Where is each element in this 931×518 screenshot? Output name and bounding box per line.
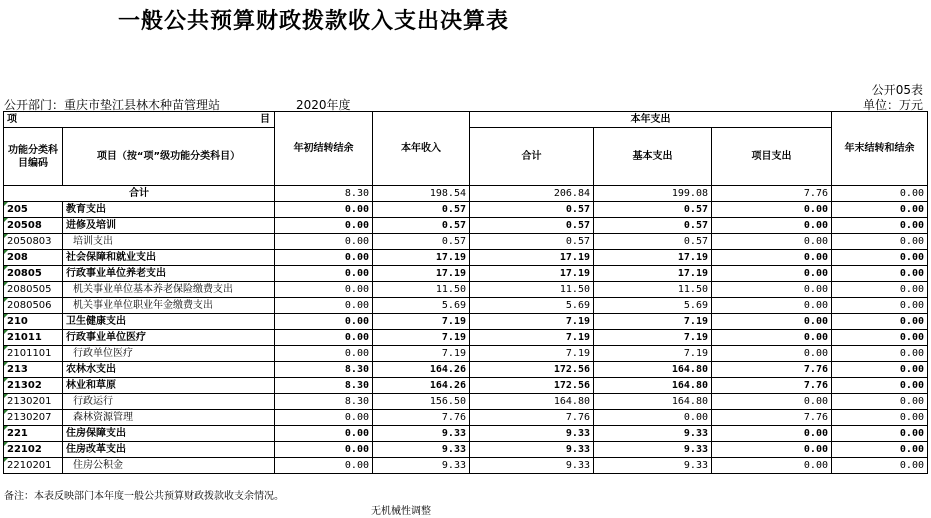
row-expense-total: 172.56 — [470, 362, 594, 378]
row-income: 11.50 — [373, 282, 470, 298]
table-row[interactable] — [4, 330, 928, 346]
row-expense-total: 11.50 — [470, 282, 594, 298]
table-row[interactable] — [4, 346, 928, 362]
row-income: 156.50 — [373, 394, 470, 410]
header-expense-total[interactable]: 合计 — [470, 128, 594, 186]
row-expense-total: 164.80 — [470, 394, 594, 410]
row-code: 208 — [4, 250, 63, 266]
row-code: 2130207 — [4, 410, 63, 426]
row-basic: 0.00 — [594, 410, 712, 426]
row-code: 2080505 — [4, 282, 63, 298]
row-name: 行政单位医疗 — [63, 346, 275, 362]
total-begin: 8.30 — [275, 186, 373, 202]
row-begin: 8.30 — [275, 362, 373, 378]
total-row[interactable] — [4, 186, 928, 202]
row-expense-total: 0.57 — [470, 202, 594, 218]
row-project: 0.00 — [712, 314, 832, 330]
table-row[interactable] — [4, 458, 928, 474]
row-end: 0.00 — [832, 282, 928, 298]
row-name: 培训支出 — [63, 234, 275, 250]
row-expense-total: 7.19 — [470, 330, 594, 346]
row-project: 0.00 — [712, 458, 832, 474]
row-end: 0.00 — [832, 218, 928, 234]
total-basic: 199.08 — [594, 186, 712, 202]
row-end: 0.00 — [832, 298, 928, 314]
header-item-right: 目 — [260, 114, 270, 125]
table-row[interactable] — [4, 426, 928, 442]
note-text: 备注：本表反映部门本年度一般公共预算财政拨款收支余情况。 — [4, 491, 284, 502]
row-basic: 0.57 — [594, 218, 712, 234]
row-expense-total: 7.19 — [470, 346, 594, 362]
row-code: 21011 — [4, 330, 63, 346]
header-end-balance[interactable]: 年末结转和结余 — [832, 112, 928, 186]
budget-table — [3, 111, 928, 474]
row-name: 行政事业单位养老支出 — [63, 266, 275, 282]
row-code: 20805 — [4, 266, 63, 282]
row-basic: 7.19 — [594, 330, 712, 346]
row-begin: 0.00 — [275, 346, 373, 362]
row-project: 0.00 — [712, 298, 832, 314]
row-name: 机关事业单位基本养老保险缴费支出 — [63, 282, 275, 298]
header-item-cell[interactable] — [4, 112, 275, 128]
row-begin: 0.00 — [275, 330, 373, 346]
header-project[interactable]: 项目支出 — [712, 128, 832, 186]
table-row[interactable] — [4, 234, 928, 250]
table-row[interactable] — [4, 298, 928, 314]
row-income: 9.33 — [373, 458, 470, 474]
header-item-left: 项 — [7, 114, 17, 125]
row-project: 7.76 — [712, 378, 832, 394]
table-row[interactable] — [4, 362, 928, 378]
row-end: 0.00 — [832, 410, 928, 426]
row-project: 7.76 — [712, 362, 832, 378]
row-basic: 7.19 — [594, 346, 712, 362]
row-end: 0.00 — [832, 314, 928, 330]
row-begin: 0.00 — [275, 410, 373, 426]
row-income: 5.69 — [373, 298, 470, 314]
row-expense-total: 0.57 — [470, 218, 594, 234]
row-end: 0.00 — [832, 458, 928, 474]
table-code: 公开05表 — [871, 83, 923, 97]
row-begin: 0.00 — [275, 202, 373, 218]
table-row[interactable] — [4, 250, 928, 266]
row-basic: 9.33 — [594, 442, 712, 458]
row-end: 0.00 — [832, 202, 928, 218]
row-begin: 0.00 — [275, 426, 373, 442]
total-expense: 206.84 — [470, 186, 594, 202]
row-project: 0.00 — [712, 202, 832, 218]
row-name: 教育支出 — [63, 202, 275, 218]
row-code: 20508 — [4, 218, 63, 234]
row-income: 7.19 — [373, 346, 470, 362]
row-income: 9.33 — [373, 426, 470, 442]
department-label: 公开部门：重庆市垫江县林木种苗管理站 — [4, 98, 221, 112]
row-code: 2080506 — [4, 298, 63, 314]
row-name: 林业和草原 — [63, 378, 275, 394]
unit-label: 单位：万元 — [862, 98, 923, 112]
row-code: 2210201 — [4, 458, 63, 474]
year-label: 2020年度 — [296, 98, 351, 112]
row-begin: 0.00 — [275, 282, 373, 298]
row-basic: 9.33 — [594, 426, 712, 442]
row-name: 森林资源管理 — [63, 410, 275, 426]
row-project: 0.00 — [712, 266, 832, 282]
header-begin-balance[interactable]: 年初结转结余 — [275, 112, 373, 186]
table-row[interactable] — [4, 410, 928, 426]
row-income: 164.26 — [373, 378, 470, 394]
row-project: 0.00 — [712, 250, 832, 266]
row-code: 221 — [4, 426, 63, 442]
row-project: 0.00 — [712, 426, 832, 442]
row-name: 社会保障和就业支出 — [63, 250, 275, 266]
row-project: 7.76 — [712, 410, 832, 426]
row-basic: 11.50 — [594, 282, 712, 298]
row-end: 0.00 — [832, 234, 928, 250]
row-basic: 0.57 — [594, 202, 712, 218]
row-project: 0.00 — [712, 282, 832, 298]
row-expense-total: 0.57 — [470, 234, 594, 250]
row-basic: 0.57 — [594, 234, 712, 250]
row-income: 0.57 — [373, 202, 470, 218]
row-end: 0.00 — [832, 394, 928, 410]
row-income: 0.57 — [373, 218, 470, 234]
row-begin: 8.30 — [275, 378, 373, 394]
row-name: 住房公积金 — [63, 458, 275, 474]
row-income: 0.57 — [373, 234, 470, 250]
row-basic: 5.69 — [594, 298, 712, 314]
row-end: 0.00 — [832, 346, 928, 362]
table-row[interactable] — [4, 282, 928, 298]
row-project: 0.00 — [712, 234, 832, 250]
row-end: 0.00 — [832, 442, 928, 458]
row-end: 0.00 — [832, 266, 928, 282]
table-row[interactable] — [4, 218, 928, 234]
table-row[interactable] — [4, 202, 928, 218]
row-expense-total: 9.33 — [470, 426, 594, 442]
row-code: 22102 — [4, 442, 63, 458]
total-income: 198.54 — [373, 186, 470, 202]
row-project: 0.00 — [712, 346, 832, 362]
row-name: 农林水支出 — [63, 362, 275, 378]
row-code: 2050803 — [4, 234, 63, 250]
row-basic: 9.33 — [594, 458, 712, 474]
header-code[interactable]: 功能分类科目编码 — [4, 128, 63, 186]
row-income: 9.33 — [373, 442, 470, 458]
row-code: 205 — [4, 202, 63, 218]
row-begin: 0.00 — [275, 442, 373, 458]
row-expense-total: 9.33 — [470, 442, 594, 458]
row-begin: 0.00 — [275, 298, 373, 314]
row-begin: 0.00 — [275, 234, 373, 250]
row-expense-total: 7.76 — [470, 410, 594, 426]
row-basic: 164.80 — [594, 394, 712, 410]
row-begin: 8.30 — [275, 394, 373, 410]
row-name: 住房改革支出 — [63, 442, 275, 458]
row-name: 进修及培训 — [63, 218, 275, 234]
header-income[interactable]: 本年收入 — [373, 112, 470, 186]
row-expense-total: 9.33 — [470, 458, 594, 474]
row-income: 7.19 — [373, 330, 470, 346]
row-basic: 164.80 — [594, 362, 712, 378]
row-begin: 0.00 — [275, 314, 373, 330]
row-begin: 0.00 — [275, 458, 373, 474]
row-end: 0.00 — [832, 250, 928, 266]
row-project: 0.00 — [712, 442, 832, 458]
row-end: 0.00 — [832, 426, 928, 442]
row-basic: 17.19 — [594, 250, 712, 266]
row-income: 7.19 — [373, 314, 470, 330]
header-name[interactable]: 项目（按“项”级功能分类科目） — [63, 128, 275, 186]
row-expense-total: 172.56 — [470, 378, 594, 394]
row-begin: 0.00 — [275, 250, 373, 266]
row-name: 行政运行 — [63, 394, 275, 410]
table-row[interactable] — [4, 442, 928, 458]
footer-text: 无机械性调整 — [371, 506, 431, 517]
row-name: 卫生健康支出 — [63, 314, 275, 330]
row-code: 21302 — [4, 378, 63, 394]
row-begin: 0.00 — [275, 266, 373, 282]
row-income: 17.19 — [373, 250, 470, 266]
row-project: 0.00 — [712, 394, 832, 410]
total-end: 0.00 — [832, 186, 928, 202]
row-name: 住房保障支出 — [63, 426, 275, 442]
row-end: 0.00 — [832, 362, 928, 378]
header-expense-group[interactable]: 本年支出 — [470, 112, 832, 128]
row-project: 0.00 — [712, 218, 832, 234]
row-end: 0.00 — [832, 378, 928, 394]
table-row[interactable] — [4, 378, 928, 394]
row-end: 0.00 — [832, 330, 928, 346]
total-label: 合计 — [4, 186, 275, 202]
row-code: 2130201 — [4, 394, 63, 410]
row-basic: 164.80 — [594, 378, 712, 394]
row-code: 210 — [4, 314, 63, 330]
table-row[interactable] — [4, 266, 928, 282]
row-name: 机关事业单位职业年金缴费支出 — [63, 298, 275, 314]
row-expense-total: 5.69 — [470, 298, 594, 314]
row-income: 17.19 — [373, 266, 470, 282]
row-income: 164.26 — [373, 362, 470, 378]
row-code: 213 — [4, 362, 63, 378]
row-code: 2101101 — [4, 346, 63, 362]
row-expense-total: 17.19 — [470, 250, 594, 266]
row-name: 行政事业单位医疗 — [63, 330, 275, 346]
total-project: 7.76 — [712, 186, 832, 202]
row-expense-total: 17.19 — [470, 266, 594, 282]
table-row[interactable] — [4, 314, 928, 330]
page-title: 一般公共预算财政拨款收入支出决算表 — [118, 9, 510, 34]
row-begin: 0.00 — [275, 218, 373, 234]
row-project: 0.00 — [712, 330, 832, 346]
row-basic: 17.19 — [594, 266, 712, 282]
header-basic[interactable]: 基本支出 — [594, 128, 712, 186]
row-expense-total: 7.19 — [470, 314, 594, 330]
row-income: 7.76 — [373, 410, 470, 426]
table-row[interactable] — [4, 394, 928, 410]
row-basic: 7.19 — [594, 314, 712, 330]
